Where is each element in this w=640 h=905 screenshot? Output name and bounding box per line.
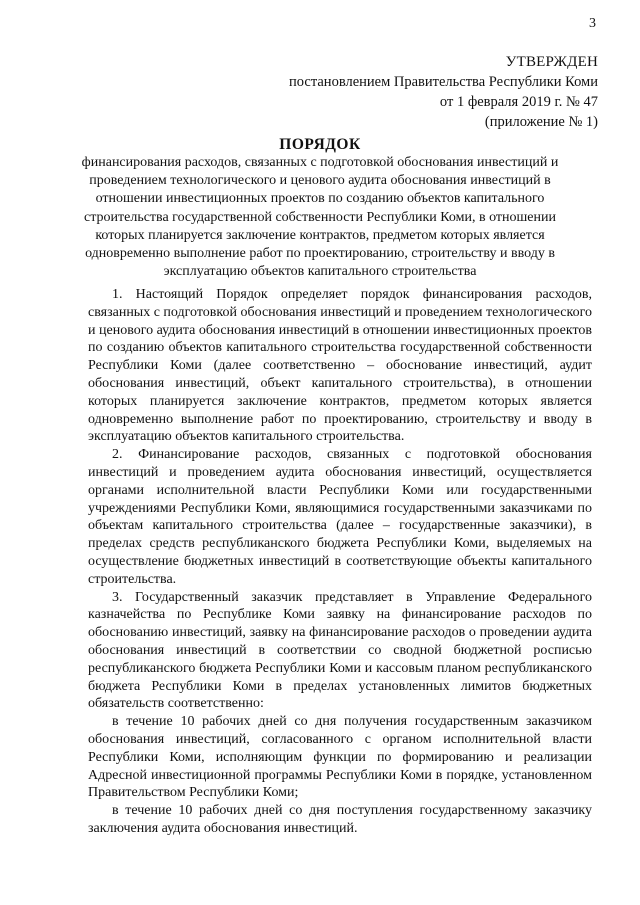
paragraph-3-item-1: в течение 10 рабочих дней со дня получения государственным заказчиком обоснования инвестиций, согласованного с органом исполнительной власти Республики Коми, исполняющим функции по формированию и реализации Адресной инвестиционной программы Республики Коми в порядке, установленном Правительством Республики Коми; (88, 714, 592, 801)
approval-stamp-block (289, 52, 598, 132)
paragraph-3: 3. Государственный заказчик представляет в Управление Федерального казначейства по Республике Коми заявку на финансирование расходов по обоснованию инвестиций, заявку на финансирование расходов о проведении аудита обоснования инвестиций в соответствии со сводной бюджетной росписью республиканского бюджета Республики Коми и кассовым планом республиканского бюджета Республики Коми в пределах установленных лимитов бюджетных обязательств соответственно: (88, 589, 592, 712)
document-title: ПОРЯДОК (279, 136, 361, 153)
approval-decree: постановлением Правительства Республики Коми (289, 74, 598, 90)
document-body (88, 286, 592, 838)
paragraph-3-item-2: в течение 10 рабочих дней со дня поступления государственному заказчику заключения аудита обоснования инвестиций. (88, 803, 592, 836)
document-subtitle: финансирования расходов, связанных с подготовкой обоснования инвестиций и проведением технологического и ценового аудита обоснования инвестиций в отношении инвестиционных проектов по созданию объектов капитального строительства государственной собственности Республики Коми, в отношении которых планируется заключение контрактов, предметом которых является одновременно выполнение работ по проектированию, строительству и вводу в эксплуатацию объектов капитального строительства (81, 155, 559, 280)
approval-heading: УТВЕРЖДЕН (505, 54, 598, 70)
paragraph-2: 2. Финансирование расходов, связанных с подготовкой обоснования инвестиций и проведением аудита обоснования инвестиций, осуществляется органами исполнительной власти Республики Коми или государственными учреждениями Республики Коми, являющимися государственными заказчиками по объектам капитального строительства (далее – государственные заказчики), в пределах средств республиканского бюджета Республики Коми, выделяемых на осуществление бюджетных инвестиций в соответствующие объекты капитального строительства. (88, 447, 592, 587)
paragraph-1: 1. Настоящий Порядок определяет порядок финансирования расходов, связанных с подготовкой обоснования инвестиций и проведением технологического и ценового аудита обоснования инвестиций в отношении инвестиционных проектов по созданию объектов капитального строительства государственной собственности Республики Коми (далее соответственно – обоснование инвестиций, аудит обоснования инвестиций, объект капитального строительства), в отношении которых планируется заключение контрактов, предметом которых является одновременно выполнение работ по проектированию, строительству и вводу в эксплуатацию объектов капитального строительства. (88, 287, 593, 445)
page-number: 3 (589, 16, 596, 31)
approval-date: от 1 февраля 2019 г. № 47 (439, 94, 598, 110)
approval-appendix: (приложение № 1) (484, 114, 598, 130)
